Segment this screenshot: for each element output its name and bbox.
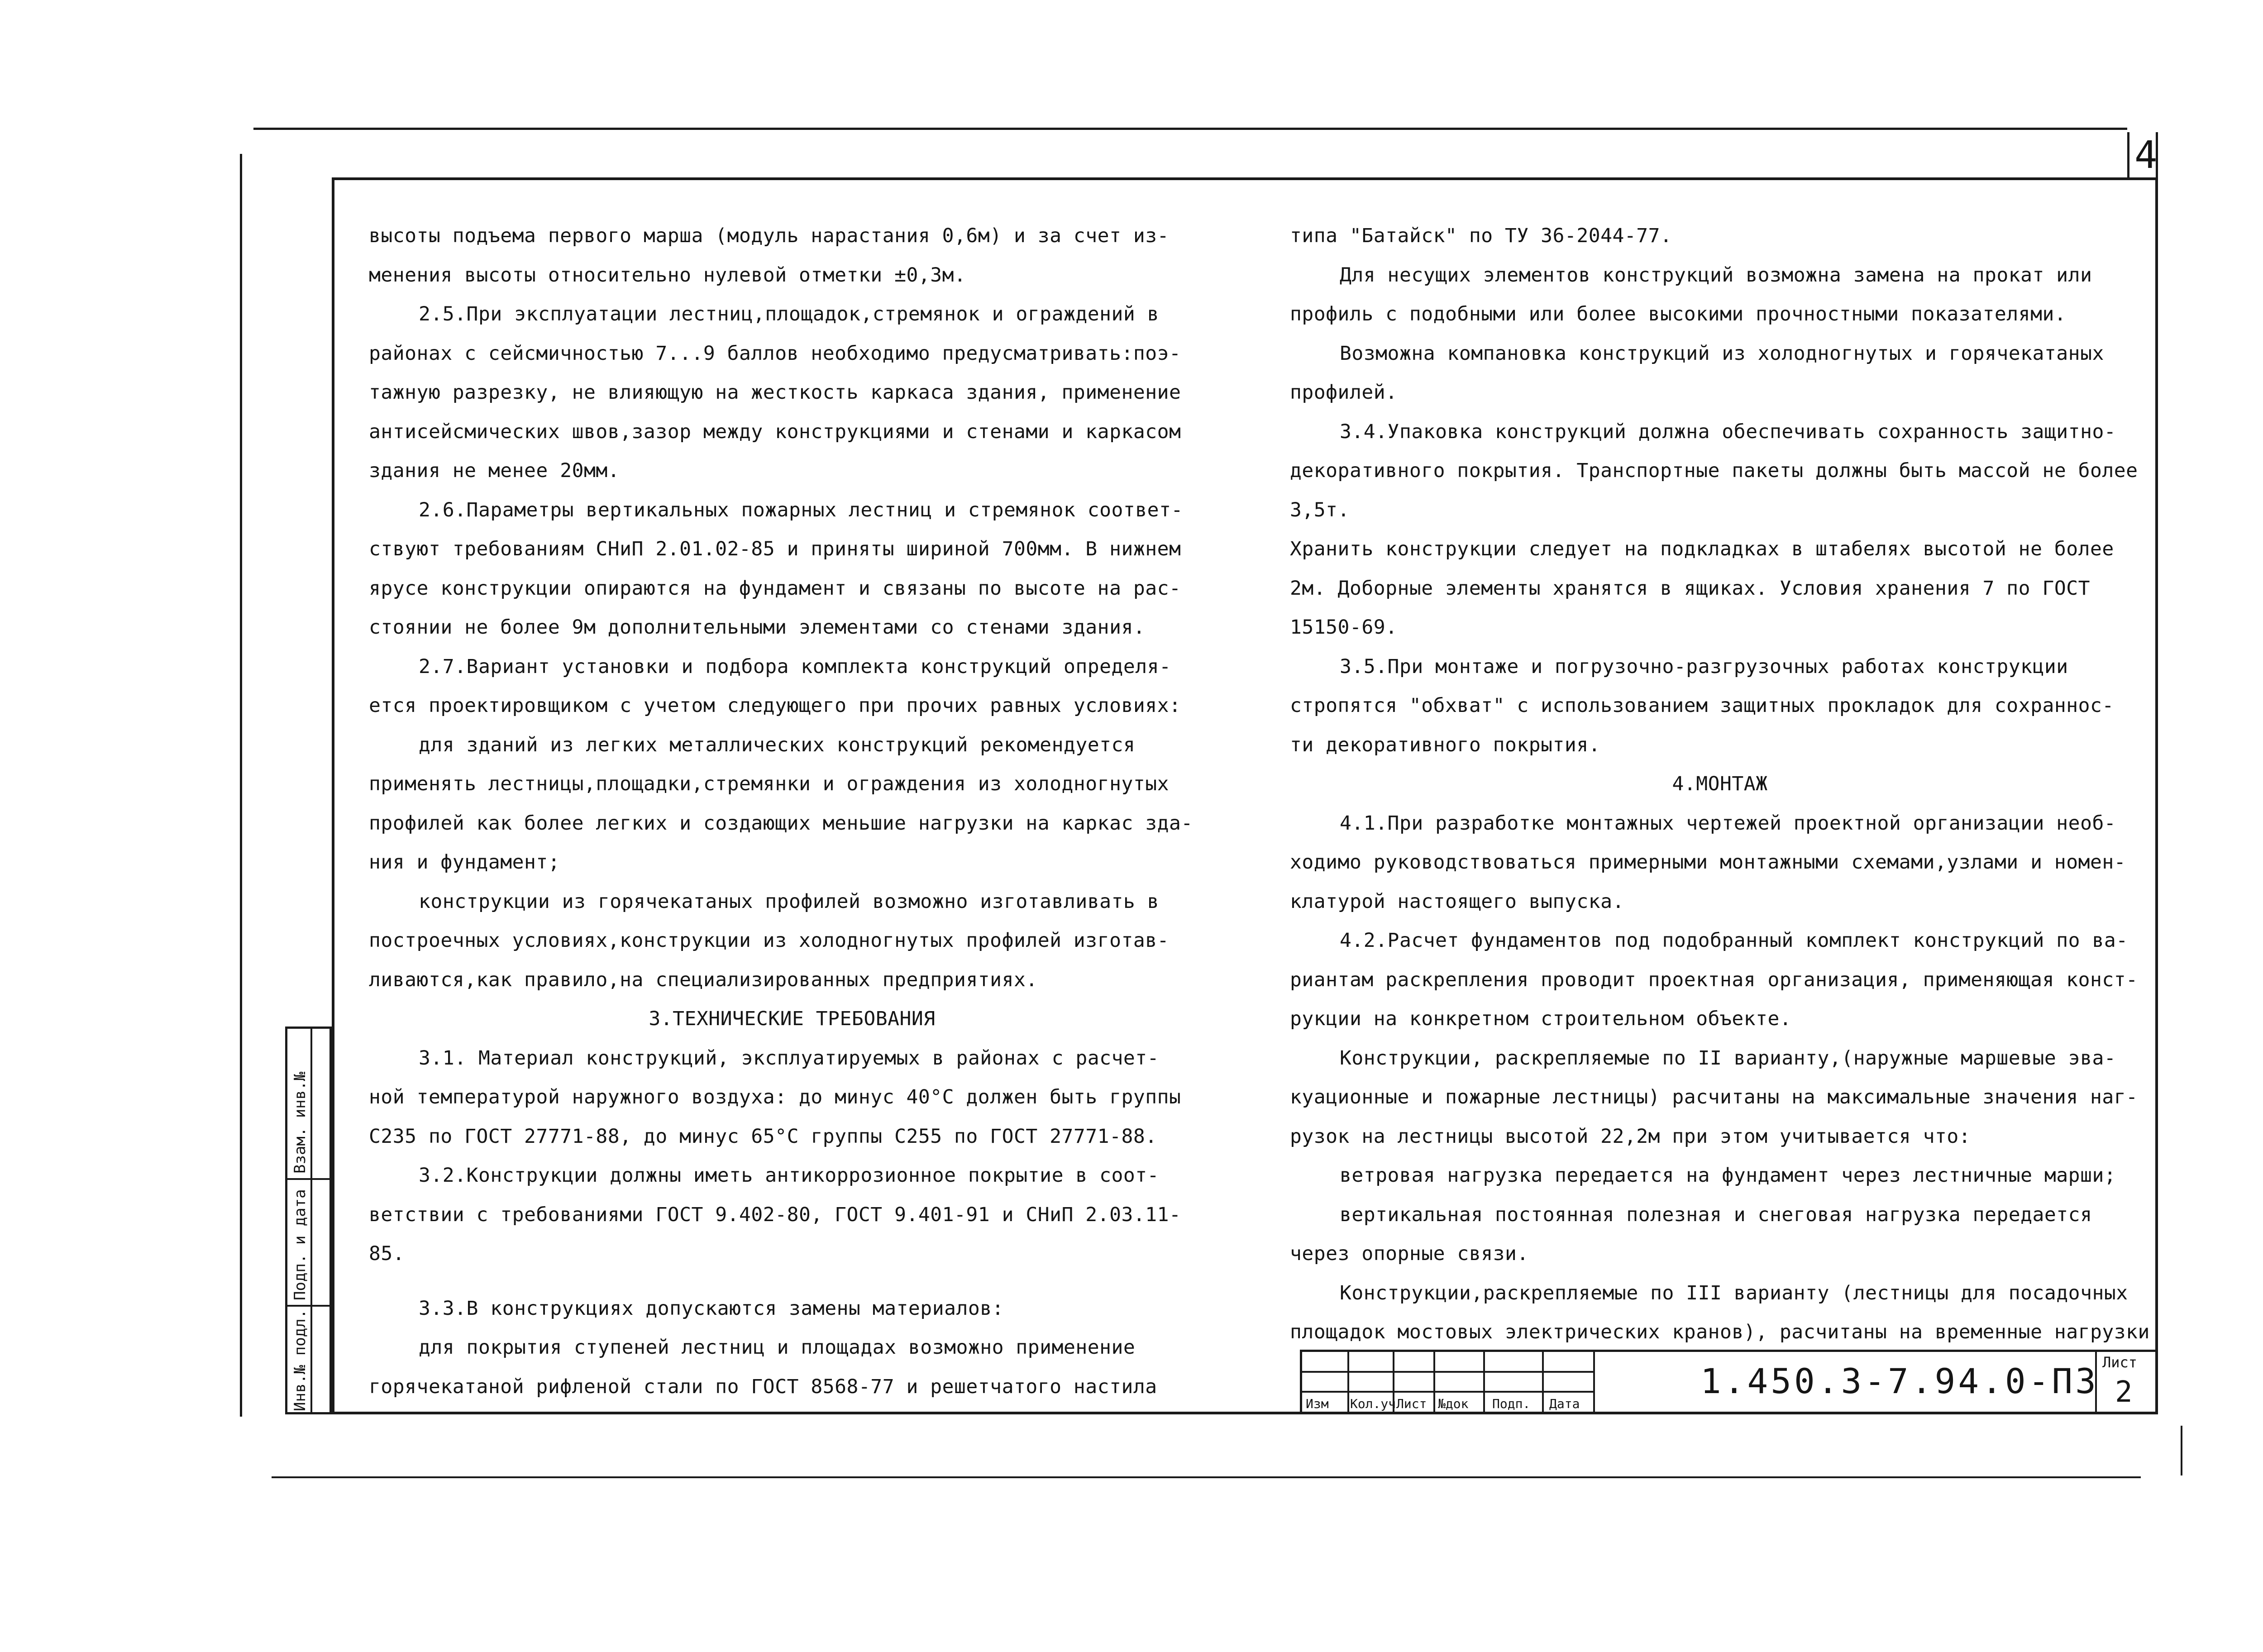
- text-line: ветровая нагрузка передается на фундамент через лестничные марши;: [1340, 1164, 2116, 1187]
- text-line: рукции на конкретном строительном объекте.: [1290, 1007, 1792, 1030]
- text-line: рузок на лестницы высотой 22,2м при этом учитывается что:: [1290, 1125, 1971, 1148]
- text-line: применять лестницы,площадки,стремянки и ограждения из холодногнутых: [369, 773, 1170, 795]
- text-line: антисейсмических швов,зазор между конструкциями и стенами и каркасом: [369, 420, 1181, 443]
- title-block-column-label: Дата: [1549, 1396, 1580, 1411]
- text-line: тажную разрезку, не влияющую на жесткость каркаса здания, применение: [369, 381, 1181, 404]
- sheet-label: Лист: [2102, 1354, 2138, 1371]
- text-line: декоративного покрытия. Транспортные пакеты должны быть массой не более 3,5т.: [1290, 459, 2138, 521]
- text-line: 2.7.Вариант установки и подбора комплекта конструкций определя-: [419, 655, 1171, 678]
- text-line: профилей как более легких и создающих меньшие нагрузки на каркас зда-: [369, 812, 1193, 835]
- title-block-grid: [1302, 1352, 1595, 1412]
- text-line: построечных условиях,конструкции из холодногнутых профилей изготав-: [369, 929, 1170, 952]
- text-line: для зданий из легких металлических конструкций рекомендуется: [419, 733, 1136, 756]
- text-line: 3.3.В конструкциях допускаются замены материалов:: [419, 1297, 1004, 1320]
- title-block: [1300, 1350, 2158, 1414]
- text-line: 2.5.При эксплуатации лестниц,площадок,стремянок и ограждений в: [419, 303, 1160, 325]
- side-stamp-label: Инв.№ подл.: [291, 1309, 309, 1411]
- title-block-column-label: Лист: [1396, 1396, 1427, 1411]
- text-line: ходимо руководствоваться примерными монтажными схемами,узлами и номен-: [1290, 851, 2126, 874]
- side-stamp-label: Подп. и дата: [291, 1189, 309, 1300]
- text-line: 15150-69.: [1290, 616, 1398, 639]
- title-block-column-label: №док: [1438, 1396, 1469, 1411]
- sheet-number-cell: [2095, 1352, 2156, 1412]
- text-line: ной температурой наружного воздуха: до минус 40°С должен быть группы: [369, 1086, 1181, 1108]
- text-line: Конструкции, раскрепляемые по II варианту,(наружные маршевые эва-: [1340, 1046, 2116, 1070]
- right-border-line: [2181, 1426, 2182, 1475]
- text-line: ствуют требованиям СНиП 2.01.02-85 и приняты шириной 700мм. В нижнем: [369, 538, 1181, 560]
- left-text-column: [369, 216, 1215, 1406]
- text-line: горячекатаной рифленой стали по ГОСТ 8568-77 и решетчатого настила: [369, 1375, 1157, 1398]
- text-line: ветствии с требованиями ГОСТ 9.402-80, ГОСТ 9.401-91 и СНиП 2.03.11-85.: [369, 1203, 1181, 1265]
- text-line: 4.МОНТАЖ: [1672, 773, 1768, 795]
- top-border-line: [253, 128, 2127, 130]
- text-line: 3.4.Упаковка конструкций должна обеспечивать сохранность защитно-: [1340, 420, 2116, 443]
- text-line: 2м. Доборные элементы хранятся в ящиках. Условия хранения 7 по ГОСТ: [1290, 577, 2091, 600]
- text-line: Конструкции,раскрепляемые по III варианту (лестницы для посадочных: [1340, 1281, 2128, 1304]
- text-line: [369, 1274, 1215, 1289]
- text-line: менения высоты относительно нулевой отметки ±0,3м.: [369, 263, 966, 286]
- text-line: профиль с подобными или более высокими прочностными показателями.: [1290, 303, 2067, 325]
- left-border-line: [240, 154, 242, 1417]
- text-line: ния и фундамент;: [369, 851, 560, 874]
- side-stamp-divider: [310, 1029, 312, 1412]
- text-line: клатурой настоящего выпуска.: [1290, 890, 1624, 913]
- title-block-rule: [1483, 1352, 1485, 1412]
- title-block-rule: [1542, 1352, 1544, 1412]
- title-block-column-label: Изм: [1306, 1396, 1329, 1411]
- bottom-border-line: [272, 1476, 2141, 1478]
- title-block-rule: [1593, 1352, 1595, 1412]
- text-line: районах с сейсмичностью 7...9 баллов необходимо предусматривать:поэ-: [369, 342, 1181, 365]
- side-stamp-row-divider: [287, 1305, 329, 1307]
- text-line: ярусе конструкции опираются на фундамент и связаны по высоте на рас-: [369, 577, 1181, 600]
- text-line: стропятся "обхват" с использованием защитных прокладок для сохраннос-: [1290, 694, 2114, 717]
- text-line: профилей.: [1290, 381, 1398, 404]
- text-line: типа "Батайск" по ТУ 36-2044-77.: [1290, 224, 1672, 247]
- text-line: С235 по ГОСТ 27771-88, до минус 65°С группы С255 по ГОСТ 27771-88.: [369, 1125, 1157, 1148]
- sheet-number: 2: [2115, 1375, 2133, 1409]
- side-stamp: [285, 1027, 332, 1414]
- page-number: 4: [2134, 133, 2158, 177]
- text-line: для покрытия ступеней лестниц и площадах возможно применение: [419, 1336, 1136, 1359]
- title-block-rule: [1433, 1352, 1435, 1412]
- side-stamp-label: Взам. инв.№: [291, 1071, 309, 1174]
- text-line: через опорные связи.: [1290, 1242, 1529, 1265]
- text-line: 4.2.Расчет фундаментов под подобранный комплект конструкций по ва-: [1340, 929, 2128, 952]
- text-line: 4.1.При разработке монтажных чертежей проектной организации необ-: [1340, 812, 2116, 835]
- title-block-rule: [1302, 1391, 1595, 1393]
- text-line: куационные и пожарные лестницы) расчитаны на максимальные значения наг-: [1290, 1086, 2138, 1108]
- title-block-rule: [1347, 1352, 1349, 1412]
- text-line: 3.1. Материал конструкций, эксплуатируемых в районах с расчет-: [419, 1046, 1160, 1070]
- text-line: площадок мостовых электрических кранов), расчитаны на временные нагрузки: [1290, 1321, 2150, 1343]
- text-line: стоянии не более 9м дополнительными элементами со стенами здания.: [369, 616, 1146, 639]
- text-line: Для несущих элементов конструкций возможна замена на прокат или: [1340, 263, 2092, 286]
- title-block-column-label: Кол.уч: [1350, 1396, 1396, 1411]
- right-text-column: [1290, 216, 2150, 1352]
- title-block-rule: [1302, 1371, 1595, 1373]
- text-line: 3.5.При монтаже и погрузочно-разгрузочных работах конструкции: [1340, 655, 2068, 678]
- text-line: конструкции из горячекатаных профилей возможно изготавливать в: [419, 890, 1160, 913]
- text-line: Возможна компановка конструкций из холодногнутых и горячекатаных: [1340, 342, 2104, 365]
- text-line: Хранить конструкции следует на подкладках в штабелях высотой не более: [1290, 538, 2114, 560]
- text-line: здания не менее 20мм.: [369, 459, 620, 482]
- text-line: 2.6.Параметры вертикальных пожарных лестниц и стремянок соответ-: [419, 498, 1183, 521]
- side-stamp-row-divider: [287, 1178, 329, 1180]
- text-line: ется проектировщиком с учетом следующего при прочих равных условиях:: [369, 694, 1181, 717]
- text-line: ливаются,как правило,на специализированных предприятиях.: [369, 968, 1038, 991]
- document-code: 1.450.3-7.94.0-ПЗ: [1700, 1361, 2099, 1401]
- text-line: высоты подъема первого марша (модуль нарастания 0,6м) и за счет из-: [369, 224, 1170, 247]
- title-block-column-label: Подп.: [1492, 1396, 1531, 1411]
- text-line: вертикальная постоянная полезная и снеговая нагрузка передается: [1340, 1203, 2092, 1226]
- text-line: 3.2.Конструкции должны иметь антикоррозионное покрытие в соот-: [419, 1164, 1160, 1187]
- text-line: риантам раскрепления проводит проектная организация, применяющая конст-: [1290, 968, 2138, 991]
- text-line: 3.ТЕХНИЧЕСКИЕ ТРЕБОВАНИЯ: [649, 1007, 936, 1030]
- text-line: ти декоративного покрытия.: [1290, 733, 1601, 756]
